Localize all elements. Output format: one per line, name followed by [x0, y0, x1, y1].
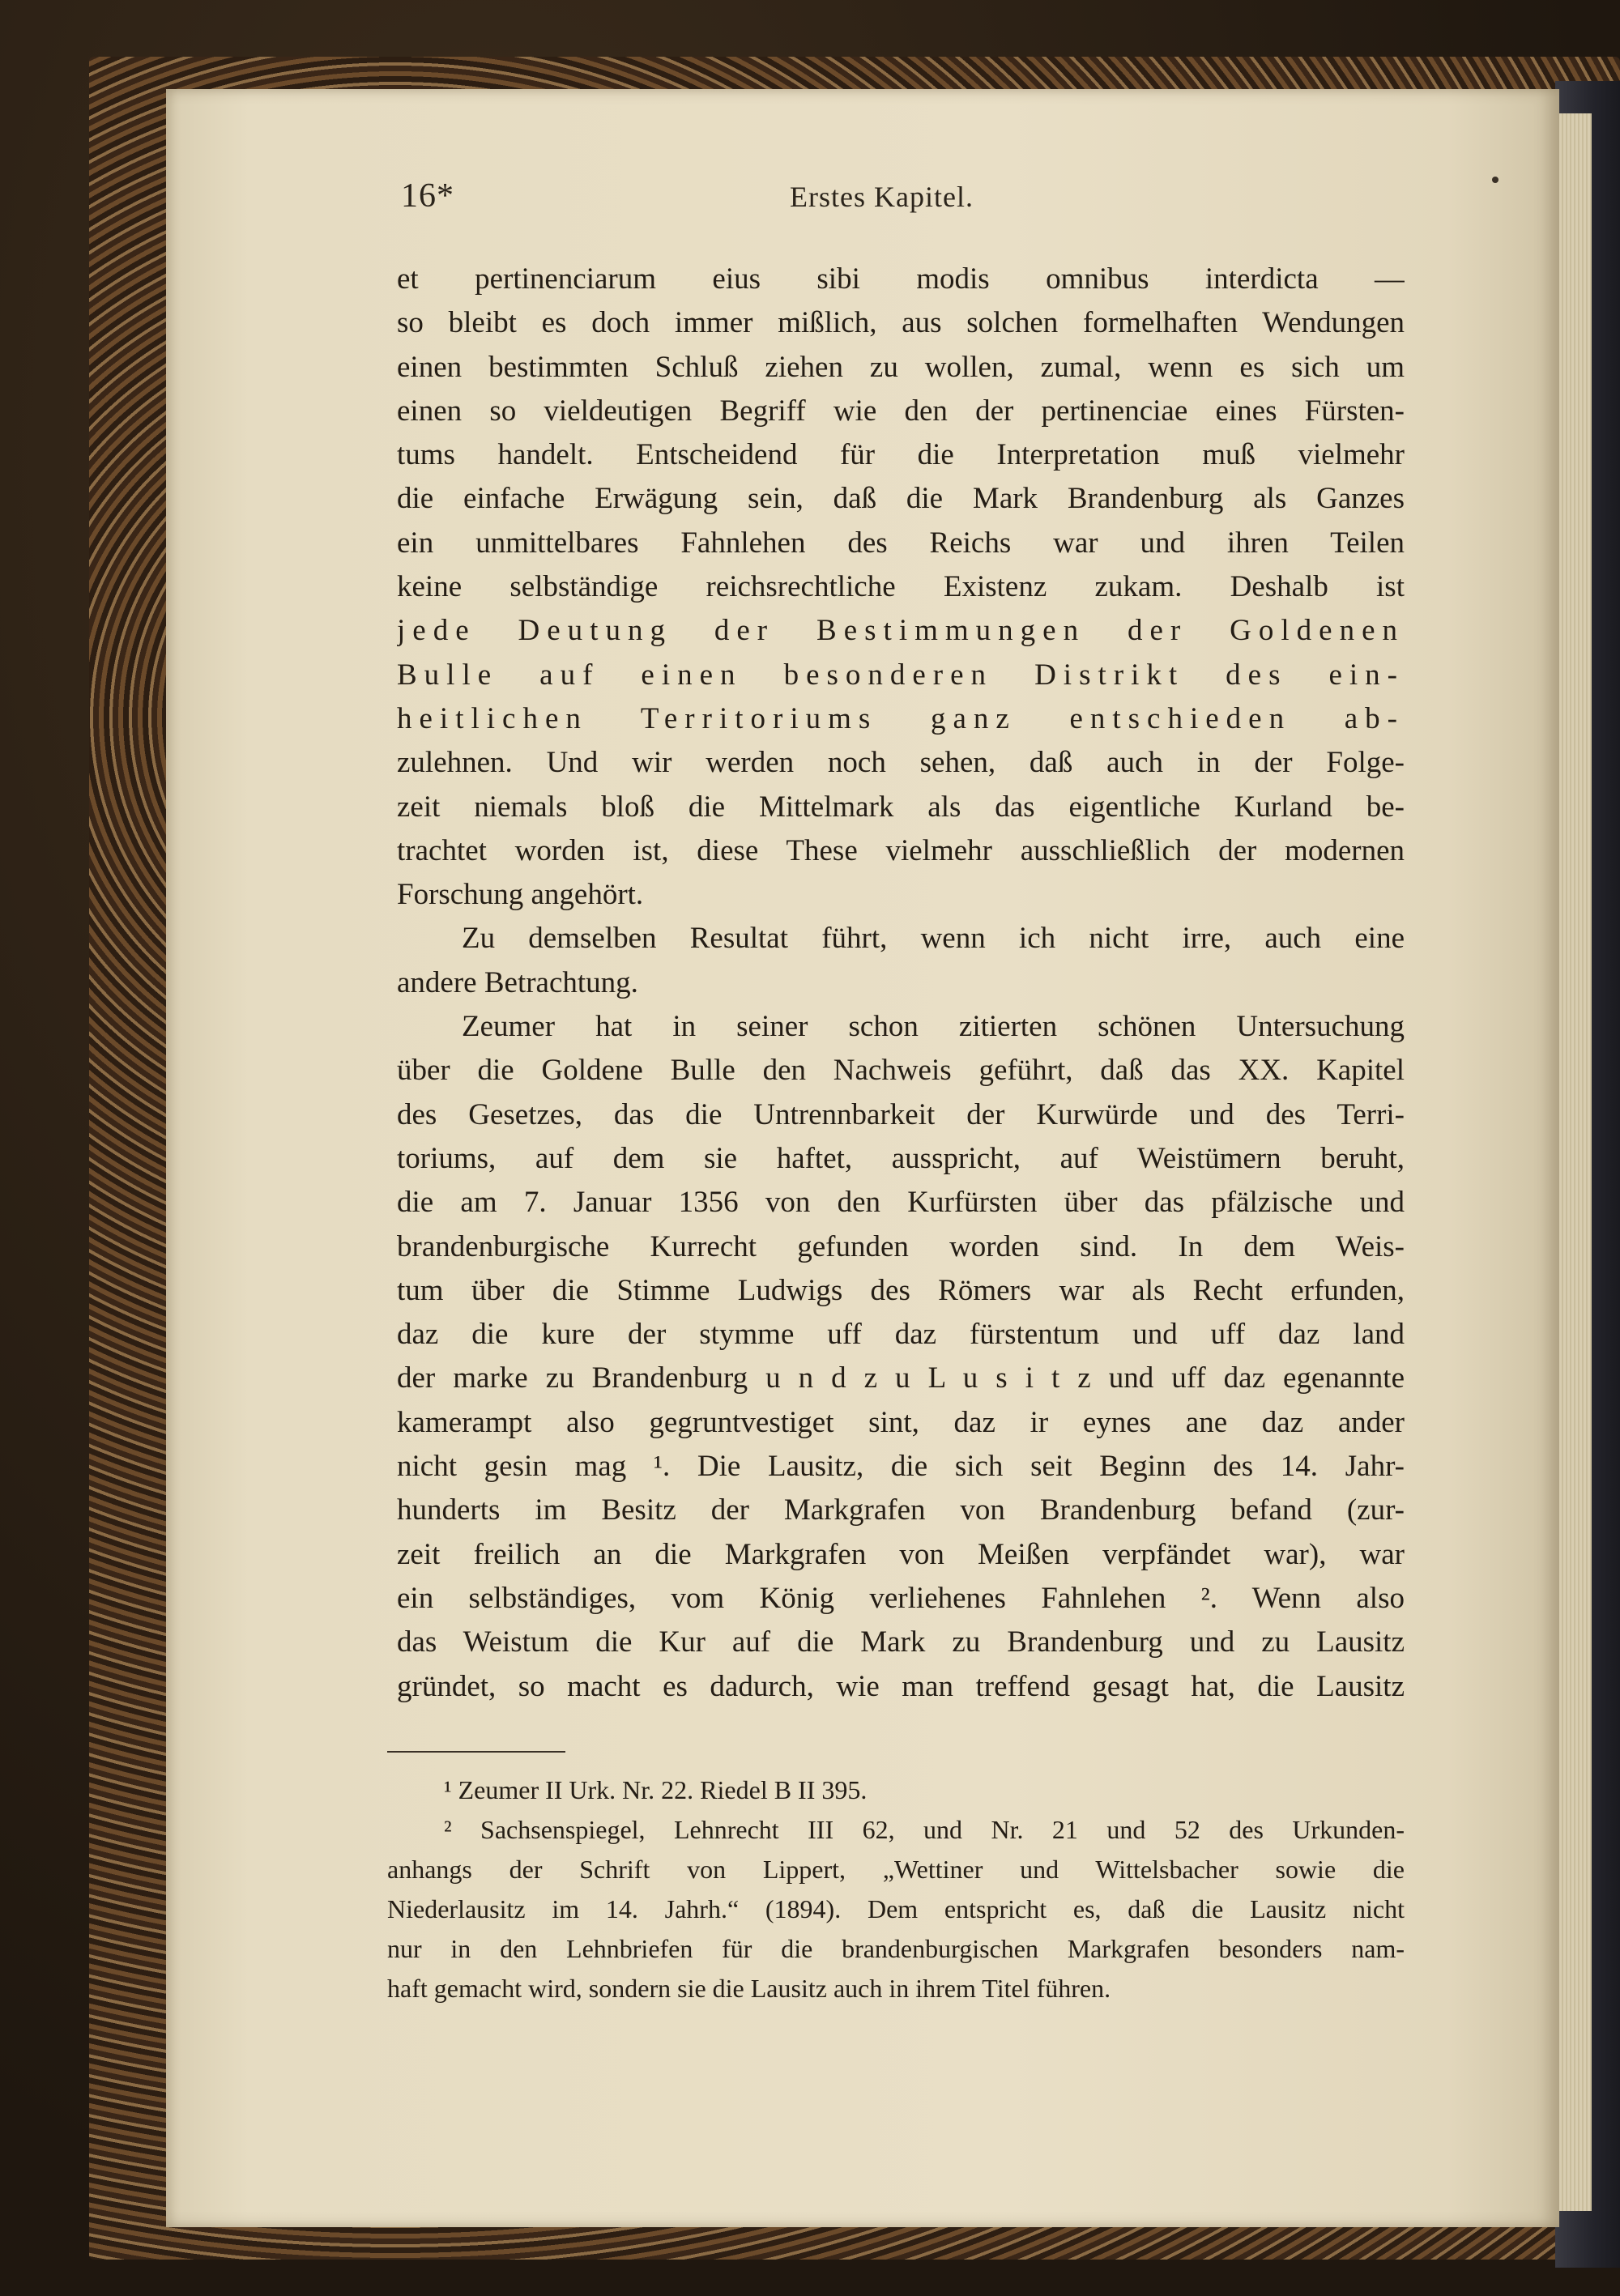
text-line: das Weistum die Kur auf die Mark zu Brandenburg und zu Lausitz [397, 1625, 1405, 1659]
running-head [401, 177, 1405, 217]
text-line: die am 7. Januar 1356 von den Kurfürsten über das pfälzische und [397, 1186, 1405, 1220]
text-line: daz die kure der stymme uff daz fürstentum und uff daz land [397, 1318, 1405, 1352]
page-number: 16* [401, 177, 454, 215]
main-text [397, 258, 1405, 1709]
text-line: über die Goldene Bulle den Nachweis geführt, daß das XX. Kapitel [397, 1054, 1405, 1088]
footnote-line: Niederlausitz im 14. Jahrh.“ (1894). Dem entspricht es, daß die Lausitz nicht [387, 1894, 1405, 1923]
text-line: Bulle auf einen besonderen Distrikt des ein- [397, 658, 1405, 692]
text-line: hunderts im Besitz der Markgrafen von Brandenburg befand (zur- [397, 1493, 1405, 1527]
footnote-line: anhangs der Schrift von Lippert, „Wettiner und Wittelsbacher sowie die [387, 1855, 1405, 1884]
text-line: et pertinenciarum eius sibi modis omnibus interdicta — [397, 262, 1405, 296]
text-line: heitlichen Territoriums ganz entschieden ab- [397, 701, 1405, 735]
text-line: Zeumer hat in seiner schon zitierten schönen Untersuchung [462, 1010, 1405, 1044]
text-line: zeit freilich an die Markgrafen von Meißen verpfändet war), war [397, 1537, 1405, 1571]
chapter-title: Erstes Kapitel. [790, 181, 974, 213]
footnote-line: nur in den Lehnbriefen für die brandenburgischen Markgrafen besonders nam- [387, 1934, 1405, 1963]
text-line: einen so vieldeutigen Begriff wie den der pertinenciae eines Fürsten- [397, 394, 1405, 428]
text-line: trachtet worden ist, diese These vielmehr ausschließlich der modernen [397, 833, 1405, 867]
text-line: ein selbständiges, vom König verliehenes Fahnlehen ². Wenn also [397, 1581, 1405, 1615]
text-line: gründet, so macht es dadurch, wie man treffend gesagt hat, die Lausitz [397, 1669, 1405, 1703]
text-line: so bleibt es doch immer mißlich, aus solchen formelhaften Wendungen [397, 306, 1405, 340]
footnote-line: ¹ Zeumer II Urk. Nr. 22. Riedel B II 395. [444, 1775, 868, 1804]
ink-speck [1492, 177, 1498, 183]
text-line: keine selbständige reichsrechtliche Existenz zukam. Deshalb ist [397, 570, 1405, 604]
footnote-line: ² Sachsenspiegel, Lehnrecht III 62, und Nr. 21 und 52 des Urkunden- [444, 1815, 1405, 1844]
footnote-separator [387, 1751, 565, 1753]
text-line: brandenburgische Kurrecht gefunden worden sind. In dem Weis- [397, 1229, 1405, 1263]
text-line: jede Deutung der Bestimmungen der Goldenen [397, 614, 1405, 648]
text-line: die einfache Erwägung sein, daß die Mark Brandenburg als Ganzes [397, 482, 1405, 516]
text-line: des Gesetzes, das die Untrennbarkeit der Kurwürde und des Terri- [397, 1097, 1405, 1131]
footnote-line: haft gemacht wird, sondern sie die Lausitz auch in ihrem Titel führen. [387, 1974, 1111, 2003]
text-line: tum über die Stimme Ludwigs des Römers war als Recht erfunden, [397, 1273, 1405, 1307]
text-line: ein unmittelbares Fahnlehen des Reichs war und ihren Teilen [397, 526, 1405, 560]
text-line: der marke zu Brandenburg u n d z u L u s i t z und uff daz egenannte [397, 1361, 1405, 1395]
text-line: einen bestimmten Schluß ziehen zu wollen, zumal, wenn es sich um [397, 350, 1405, 384]
text-line: Zu demselben Resultat führt, wenn ich nicht irre, auch eine [462, 922, 1405, 956]
text-line: toriums, auf dem sie haftet, ausspricht, auf Weistümern beruht, [397, 1141, 1405, 1175]
text-line: Forschung angehört. [397, 878, 644, 912]
text-line: zulehnen. Und wir werden noch sehen, daß auch in der Folge- [397, 746, 1405, 780]
text-line: nicht gesin mag ¹. Die Lausitz, die sich seit Beginn des 14. Jahr- [397, 1450, 1405, 1484]
text-line: zeit niemals bloß die Mittelmark als das eigentliche Kurland be- [397, 790, 1405, 824]
text-line: kamerampt also gegruntvestiget sint, daz ir eynes ane daz ander [397, 1405, 1405, 1439]
footnotes [387, 1770, 1405, 2008]
text-line: tums handelt. Entscheidend für die Interpretation muß vielmehr [397, 438, 1405, 472]
page-stack-edge [1559, 113, 1592, 2211]
text-line: andere Betrachtung. [397, 965, 638, 999]
